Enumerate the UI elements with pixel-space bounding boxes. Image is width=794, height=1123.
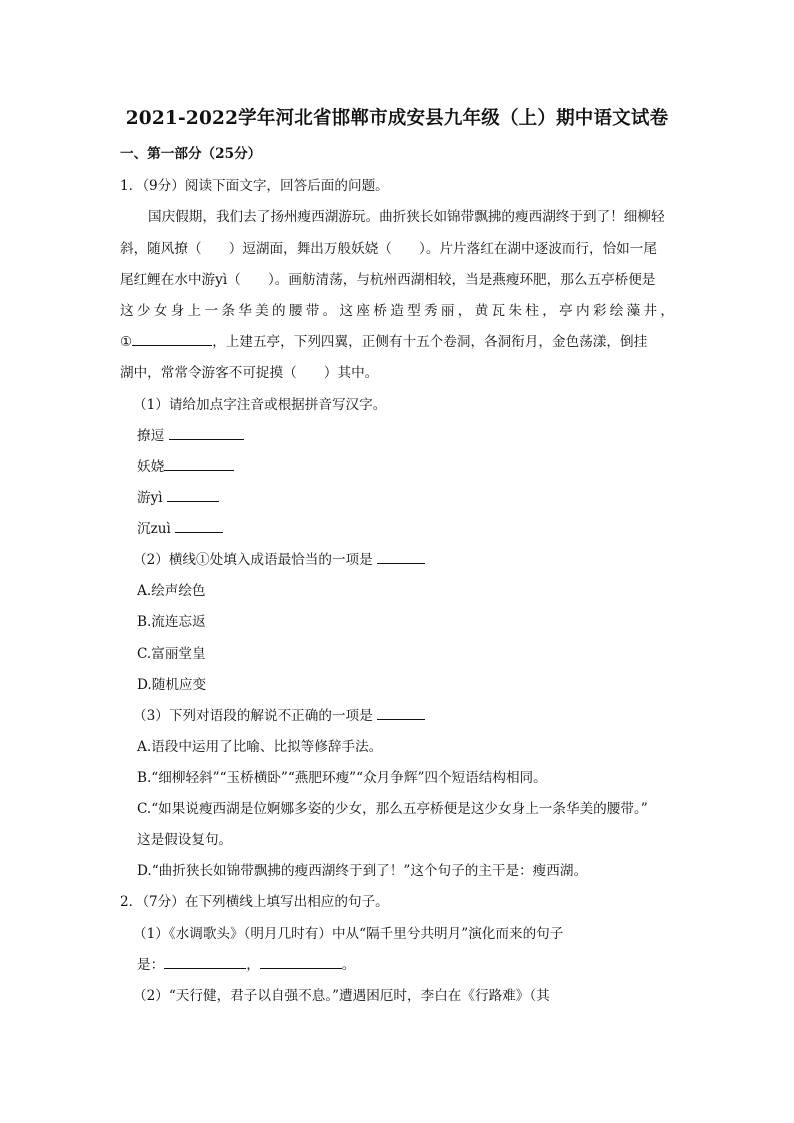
word-item-4 — [137, 520, 223, 538]
word-item-2-label: 妖娆 — [137, 459, 165, 475]
subquestion-1-1: （1）请给加点字注音或根据拼音写汉字。 — [133, 397, 387, 413]
passage-line-5-text: ，上建五亭，下列四翼，正侧有十五个卷洞，各洞衔月，金色荡漾，倒挂 — [212, 334, 648, 350]
circle-marker-1: ① — [120, 334, 133, 350]
question-1-stem: 1．（9分）阅读下面文字，回答后面的问题。 — [120, 178, 389, 194]
option-1-3-d: D.“曲折狭长如锦带飘拂的瘦西湖终于到了！”这个句子的主干是：瘦西湖。 — [137, 863, 588, 879]
word-item-1 — [137, 427, 244, 445]
subquestion-2-1: （1）《水调歌头》（明月几时有）中从“隔千里兮共明月”演化而来的句子 — [133, 926, 564, 942]
passage-line-1: 国庆假期，我们去了扬州瘦西湖游玩。曲折狭长如锦带飘拂的瘦西湖终于到了！细柳轻 — [148, 209, 665, 225]
passage-line-4: 这少女身上一条华美的腰带。这座桥造型秀丽，黄瓦朱柱，亭内彩绘藻井， — [120, 303, 674, 319]
subquestion-1-3-text: （3）下列对语段的解说不正确的一项是 — [133, 708, 378, 724]
subquestion-2-1-prefix: 是： — [137, 957, 165, 973]
passage-line-2: 斜，随风撩（ ）逗湖面，舞出万般妖娆（ ）。片片落红在湖中逐波而行，恰如一尾 — [120, 241, 657, 257]
subquestion-1-2 — [133, 551, 425, 569]
subquestion-2-2: （2）“天行健，君子以自强不息。”遭遇困厄时，李白在《行路难》（其 — [133, 988, 550, 1004]
answer-blank-q1-3[interactable] — [377, 707, 425, 720]
passage-line-5 — [120, 333, 647, 351]
passage-line-3: 尾红鲤在水中游yì（ ）。画舫清荡，与杭州西湖相较，当是燕瘦环肥，那么五亭桥便是 — [120, 272, 656, 288]
option-1-3-b: B.“细柳轻斜”“玉桥横卧”“燕肥环瘦”“众月争辉”四个短语结构相同。 — [137, 770, 547, 786]
subquestion-2-1-separator: ， — [246, 957, 260, 973]
option-1-3-c: C.“如果说瘦西湖是位婀娜多姿的少女，那么五亭桥便是这少女身上一条华美的腰带。” — [137, 801, 648, 817]
option-1-3-c-cont: 这是假设复句。 — [137, 832, 233, 848]
answer-blank-word-3[interactable] — [167, 489, 219, 502]
page-title: 2021-2022学年河北省邯郸市成安县九年级（上）期中语文试卷 — [125, 108, 669, 129]
option-1-2-c: C.富丽堂皇 — [137, 646, 206, 662]
answer-blank-q1-2[interactable] — [377, 551, 425, 564]
answer-blank-word-1[interactable] — [169, 427, 244, 440]
option-1-2-b: B.流连忘返 — [137, 614, 206, 630]
idiom-blank-1[interactable] — [132, 333, 212, 346]
passage-line-6: 湖中，常常令游客不可捉摸（ ）其中。 — [120, 365, 379, 381]
word-item-2 — [137, 458, 234, 476]
word-item-4-label: 沉zuì — [137, 521, 176, 537]
question-2-stem: 2．（7分）在下列横线上填写出相应的句子。 — [120, 894, 389, 910]
section-heading: 一、第一部分（25分） — [120, 146, 262, 162]
answer-blank-q2-1b[interactable] — [260, 956, 342, 969]
subquestion-1-2-text: （2）横线①处填入成语最恰当的一项是 — [133, 552, 378, 568]
answer-blank-word-4[interactable] — [175, 520, 223, 533]
word-item-3-label: 游yì — [137, 490, 167, 506]
answer-blank-word-2[interactable] — [164, 458, 234, 471]
word-item-3 — [137, 489, 219, 507]
word-item-1-label: 撩逗 — [137, 428, 169, 444]
option-1-3-a: A.语段中运用了比喻、比拟等修辞手法。 — [137, 739, 383, 755]
subquestion-2-1-end: 。 — [341, 957, 356, 973]
option-1-2-d: D.随机应变 — [137, 677, 207, 693]
option-1-2-a: A.绘声绘色 — [137, 583, 206, 599]
answer-blank-q2-1a[interactable] — [164, 956, 246, 969]
subquestion-2-1-answer — [137, 956, 355, 974]
subquestion-1-3 — [133, 707, 425, 725]
